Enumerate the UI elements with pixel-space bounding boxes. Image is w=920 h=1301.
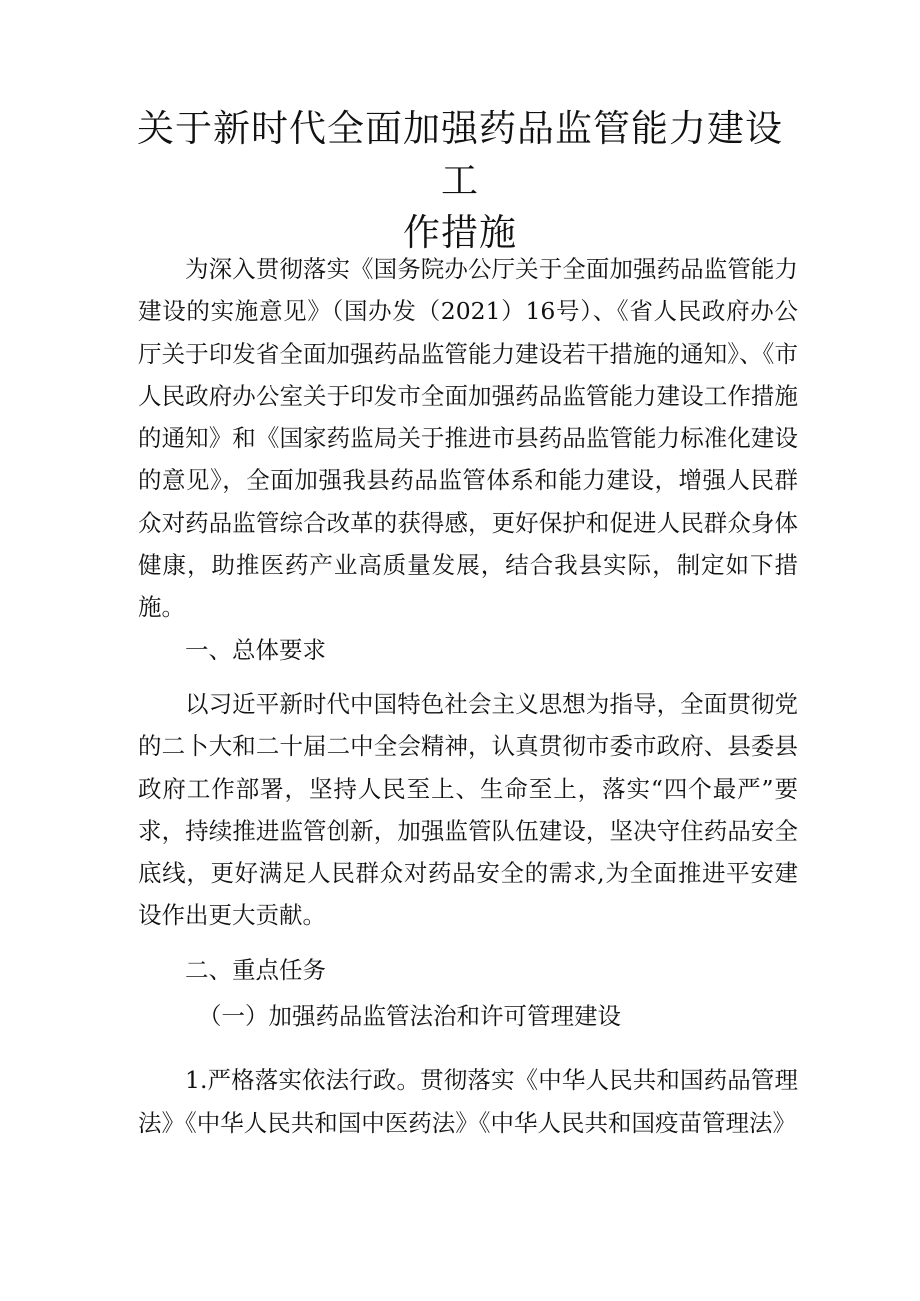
title-line-2: 作措施 — [403, 211, 517, 254]
subsection-1-heading: （一）加强药品监管法治和许可管理建设 — [198, 1002, 621, 1031]
section-1-paragraph: 以习近平新时代中国特色社会主义思想为指导，全面贯彻党的二卜大和二十届二中全会精神，认真贯彻市委市政府、县委县政府工作部署，坚持人民至上、生命至上，落实“四个最严”要求，持续推进监管创新，加强监管队伍建设，坚决守住药品安全底线，更好满足人民群众对药品安全的需求,为全面推进平安建设作出更大贡献。 — [138, 689, 798, 930]
document-title — [120, 103, 800, 259]
title-line-1: 关于新时代全面加强药品监管能力建设工 — [137, 107, 783, 202]
section-1-heading: 一、总体要求 — [185, 635, 326, 664]
document-body — [138, 248, 798, 1144]
section-2-heading: 二、重点任务 — [185, 955, 326, 984]
intro-paragraph: 为深入贯彻落实《国务院办公厅关于全面加强药品监管能力建设的实施意见》（国办发（2021）16号）、《省人民政府办公厅关于印发省全面加强药品监管能力建设若干措施的通知》、《市人民政府办公室关于印发市全面加强药品监管能力建设工作措施的通知》和《国家药监局关于推进市县药品监管能力标准化建设的意见》，全面加强我县药品监管体系和能力建设，增强人民群众对药品监管综合改革的获得感，更好保护和促进人民群众身体健康，助推医药产业高质量发展，结合我县实际，制定如下措施。 — [138, 255, 798, 622]
item-1-paragraph: 1.严格落实依法行政。贯彻落实《中华人民共和国药品管理法》《中华人民共和国中医药法》《中华人民共和国疫苗管理法》 — [138, 1066, 798, 1137]
